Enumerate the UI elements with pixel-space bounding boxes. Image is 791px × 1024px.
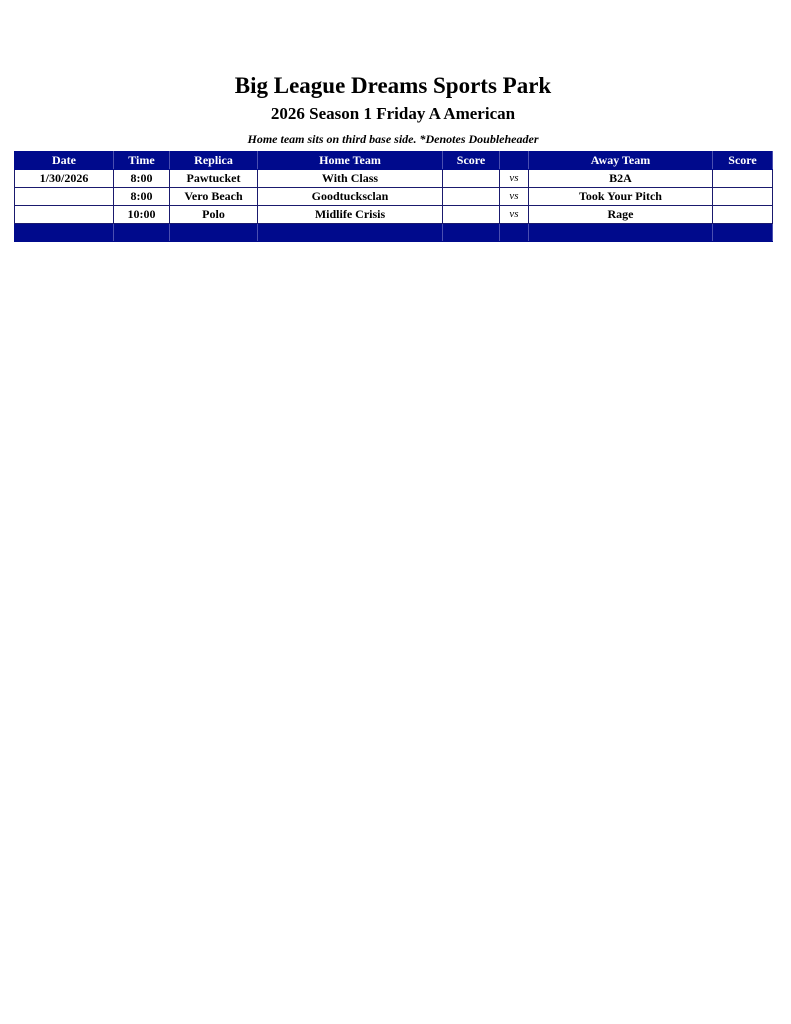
table-row <box>15 170 773 188</box>
footer-cell <box>500 224 529 242</box>
col-header-home-score: Score <box>443 152 500 170</box>
col-header-time: Time <box>114 152 170 170</box>
date-cell: 1/30/2026 <box>15 170 114 188</box>
table-row <box>15 206 773 224</box>
home-score-cell <box>443 206 500 224</box>
vs-cell: vs <box>500 188 529 206</box>
header-row <box>15 152 773 170</box>
home-team-cell: Midlife Crisis <box>258 206 443 224</box>
away-team-cell: B2A <box>529 170 713 188</box>
away-score-cell <box>713 206 773 224</box>
away-team-cell: Rage <box>529 206 713 224</box>
page-title: Big League Dreams Sports Park <box>234 73 552 98</box>
footer-cell <box>258 224 443 242</box>
away-team-cell: Took Your Pitch <box>529 188 713 206</box>
date-cell <box>15 188 114 206</box>
table-row <box>15 188 773 206</box>
away-score-cell <box>713 188 773 206</box>
time-cell: 10:00 <box>114 206 170 224</box>
col-header-date: Date <box>15 152 114 170</box>
home-team-cell: Goodtucksclan <box>258 188 443 206</box>
time-cell: 8:00 <box>114 170 170 188</box>
away-score-cell <box>713 170 773 188</box>
col-header-home-team: Home Team <box>258 152 443 170</box>
home-score-cell <box>443 170 500 188</box>
schedule-table <box>14 151 773 242</box>
schedule-footer-bar <box>15 224 773 242</box>
replica-cell: Polo <box>170 206 258 224</box>
footer-cell <box>15 224 114 242</box>
footer-row <box>15 224 773 242</box>
season-subtitle: 2026 Season 1 Friday A American <box>270 104 516 123</box>
col-header-away-team: Away Team <box>529 152 713 170</box>
schedule-body <box>15 170 773 224</box>
home-score-cell <box>443 188 500 206</box>
col-header-replica: Replica <box>170 152 258 170</box>
time-cell: 8:00 <box>114 188 170 206</box>
footer-cell <box>114 224 170 242</box>
footer-cell <box>443 224 500 242</box>
footer-cell <box>529 224 713 242</box>
footer-cell <box>713 224 773 242</box>
col-header-away-score: Score <box>713 152 773 170</box>
schedule-header <box>15 152 773 170</box>
seating-note: Home team sits on third base side. *Denotes Doubleheader <box>247 132 539 146</box>
home-team-cell: With Class <box>258 170 443 188</box>
replica-cell: Pawtucket <box>170 170 258 188</box>
date-cell <box>15 206 114 224</box>
vs-cell: vs <box>500 170 529 188</box>
vs-cell: vs <box>500 206 529 224</box>
footer-cell <box>170 224 258 242</box>
col-header-vs <box>500 152 529 170</box>
replica-cell: Vero Beach <box>170 188 258 206</box>
